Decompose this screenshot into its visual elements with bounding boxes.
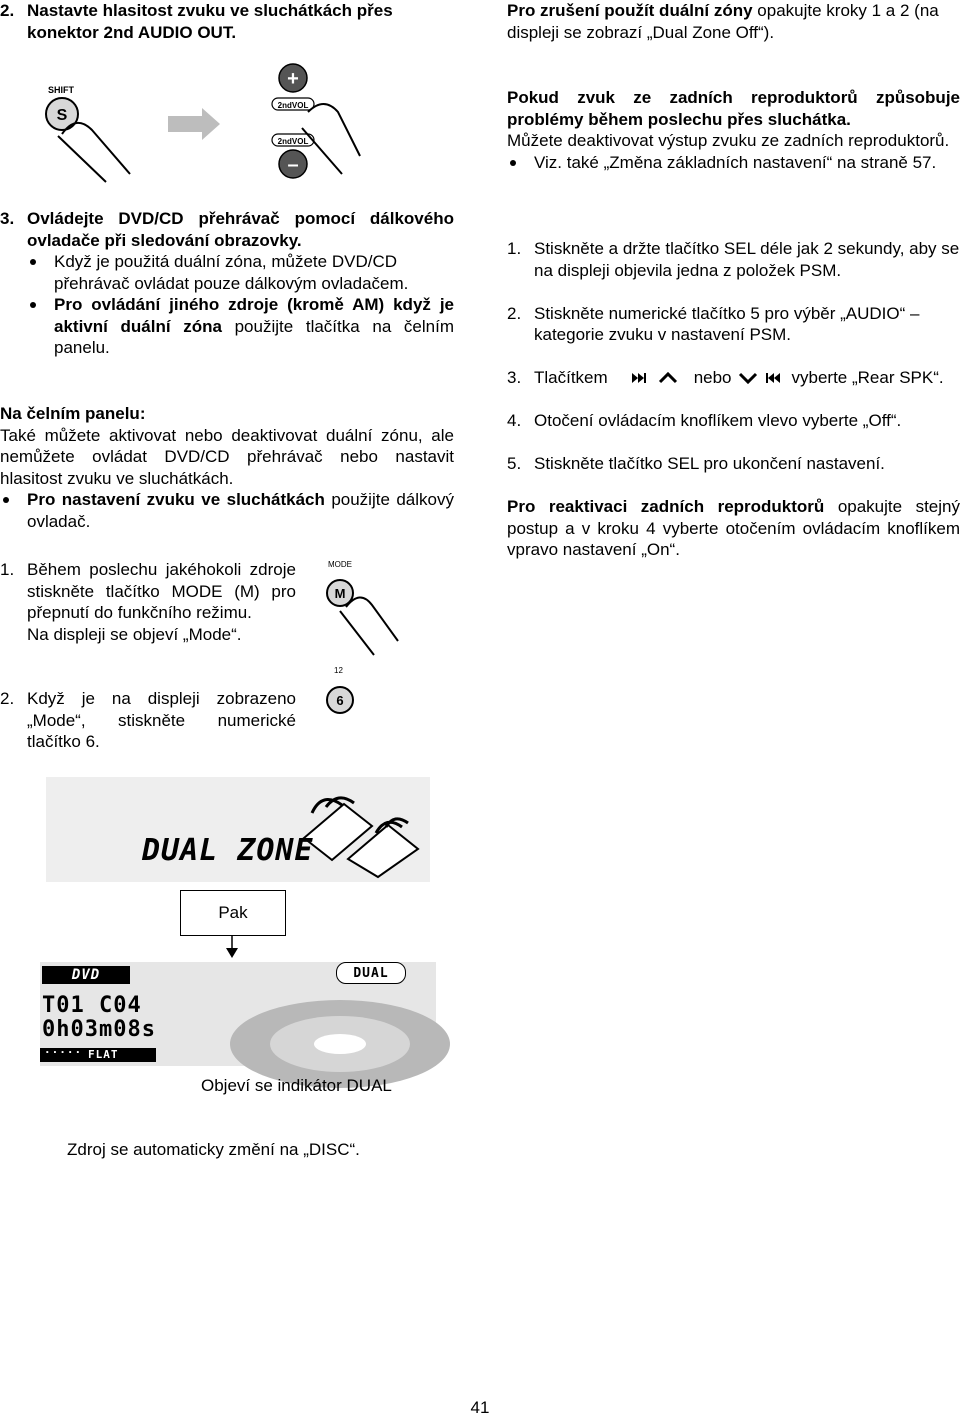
- six-key-label: 6: [336, 693, 344, 708]
- rs-step-5: [507, 453, 960, 475]
- step-2-number: 2.: [0, 1, 15, 20]
- rs-step-3-suffix: vyberte „Rear SPK“.: [791, 368, 944, 387]
- rear-speaker-section: [507, 87, 960, 173]
- cancel-rest: opakujte kroky 1 a 2 (na displeji se zobrazí „Dual Zone Off“).: [507, 1, 939, 42]
- reactivate-bold: Pro reaktivaci zadních reproduktorů: [507, 497, 825, 516]
- dual-indicator-label: DUAL: [353, 965, 389, 981]
- source-change-caption: Zdroj se automaticky změní na „DISC“.: [67, 1140, 360, 1159]
- vol-down-label: 2ndVOL: [277, 137, 309, 146]
- front-panel-bullet-bold: Pro nastavení zvuku ve sluchátkách: [27, 490, 325, 509]
- step-3-title: Ovládejte DVD/CD přehrávač pomocí dálkového ovladače při sledování obrazovky.: [27, 209, 454, 250]
- track-chapter-text: T01 C04: [42, 993, 142, 1018]
- step-3-bullet-2-rest: použijte tlačítka na čelním panelu.: [54, 316, 454, 357]
- rs-step-4-text: Otočení ovládacím knoflíkem vlevo vyberte „Off“.: [534, 411, 902, 430]
- step-2-text: Nastavte hlasitost zvuku ve sluchátkách přes konektor 2nd AUDIO OUT.: [27, 1, 393, 42]
- dvd-indicator-label: DVD: [71, 967, 101, 983]
- cancel-dual-zone: [507, 0, 960, 43]
- rs-step-3-prefix: Tlačítkem: [534, 368, 608, 387]
- front-panel-bullet-rest: použijte dálkový ovladač.: [27, 490, 454, 531]
- substep-1-text: Během poslechu jakéhokoli zdroje stiskněte tlačítko MODE (M) pro přepnutí do funkčního režimu.: [27, 560, 296, 622]
- reactivate-paragraph: [507, 496, 960, 561]
- rear-speaker-steps: [507, 238, 960, 561]
- step-3-bullet-1: Když je použitá duální zóna, můžete DVD/CD přehrávač ovládat pouze dálkovým ovladačem.: [27, 251, 454, 294]
- rs-step-4-number: 4.: [507, 411, 522, 430]
- rs-step-3: [507, 367, 960, 389]
- rs-step-3-number: 3.: [507, 368, 522, 387]
- rs-step-1: [507, 238, 960, 281]
- down-prev-icon: [738, 370, 788, 386]
- step-3-bullet-2-bold: Pro ovládání jiného zdroje (kromě AM) když je aktivní duální zóna: [54, 295, 454, 336]
- problem-bullet: Viz. také „Změna základních nastavení“ na straně 57.: [507, 152, 960, 174]
- flat-label: FLAT: [88, 1048, 119, 1061]
- rs-step-1-text: Stiskněte a držte tlačítko SEL déle jak 2 sekundy, aby se na displeji objevila jedna z položek PSM.: [534, 239, 960, 280]
- play-time-text: 0h03m08s: [42, 1017, 156, 1042]
- substep-1-text-2: Na displeji se objeví „Mode“.: [27, 624, 242, 644]
- plus-label: +: [287, 68, 299, 90]
- minus-label: –: [287, 154, 299, 176]
- cancel-bold: Pro zrušení použít duální zóny: [507, 1, 753, 20]
- rs-step-3-middle: nebo: [693, 368, 732, 387]
- next-up-icon: [630, 370, 690, 386]
- dual-indicator: [336, 962, 406, 984]
- problem-heading: Pokud zvuk ze zadních reproduktorů způsobuje problémy během poslechu přes sluchátka.: [507, 88, 960, 129]
- number-12-label: 12: [334, 666, 343, 675]
- reactivate-rest: opakujte stejný postup a v kroku 4 vyberte otočením ovládacím knoflíkem vpravo nastavení „On“.: [507, 497, 960, 559]
- front-panel-text: Také můžete aktivovat nebo deaktivovat duální zónu, ale nemůžete ovládat DVD/CD přehrávač nebo nastavit hlasitost zvuku ve sluchátkách.: [0, 425, 454, 488]
- dual-zone-text: DUAL ZONE: [142, 833, 314, 868]
- mode-m-key-label: M: [334, 586, 346, 601]
- dual-indicator-caption: Objeví se indikátor DUAL: [201, 1076, 392, 1095]
- problem-text: Můžete deaktivovat výstup zvuku ze zadních reproduktorů.: [507, 131, 950, 150]
- rs-step-5-text: Stiskněte tlačítko SEL pro ukončení nastavení.: [534, 454, 885, 473]
- rs-step-4: [507, 410, 960, 432]
- rs-step-2-text: Stiskněte numerické tlačítko 5 pro výběr „AUDIO“ – kategorie zvuku v nastavení PSM.: [534, 303, 920, 344]
- rs-step-2-number: 2.: [507, 303, 522, 323]
- shift-label: SHIFT: [48, 85, 74, 95]
- vol-up-label: 2ndVOL: [277, 101, 309, 110]
- dvd-indicator: [42, 966, 130, 984]
- substep-2-number: 2.: [0, 689, 15, 708]
- sound-mode-bar: [40, 1048, 156, 1062]
- shift-s-key-label: S: [56, 107, 68, 124]
- mode-label: MODE: [328, 560, 352, 569]
- rs-step-2: [507, 303, 960, 346]
- front-panel-heading: Na čelním panelu:: [0, 404, 146, 423]
- substep-1-number: 1.: [0, 560, 15, 579]
- page-number: 41: [470, 1398, 490, 1417]
- pak-label: Pak: [218, 903, 248, 922]
- level-dots: ·····: [44, 1046, 83, 1059]
- substep-2-text: Když je na displeji zobrazeno „Mode“, stiskněte numerické tlačítko 6.: [27, 689, 296, 751]
- step-3-number: 3.: [0, 209, 15, 228]
- dvd-display: [40, 962, 436, 1066]
- rs-step-1-number: 1.: [507, 239, 522, 258]
- rs-step-5-number: 5.: [507, 454, 522, 473]
